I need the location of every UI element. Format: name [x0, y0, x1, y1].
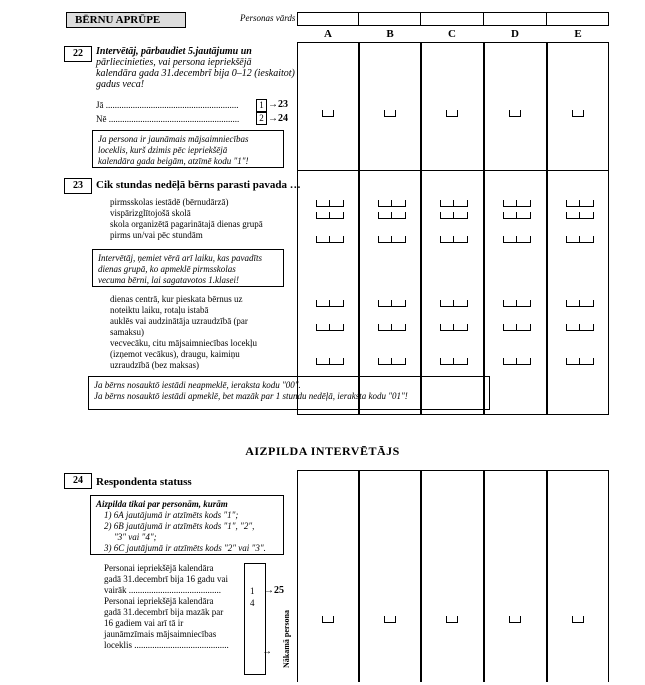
section-title-box: BĒRNU APRŪPE — [66, 12, 186, 28]
q22-checkbox-c[interactable] — [446, 110, 458, 117]
q23-item-1: pirmsskolas iestādē (bērnudārzā) — [110, 197, 229, 207]
q23-hours-box-row5-d[interactable] — [503, 324, 531, 331]
q23-hours-box-row5-b[interactable] — [378, 324, 406, 331]
q23-hours-box-row6-a[interactable] — [316, 358, 344, 365]
q22-text-4: gadus veca! — [96, 79, 145, 90]
q23-hours-box-row4-a[interactable] — [316, 300, 344, 307]
section2-title: AIZPILDA INTERVĒTĀJS — [245, 444, 400, 458]
q23-hours-box-row1-d[interactable] — [503, 200, 531, 207]
person-name-label: Personas vārds — [240, 13, 296, 23]
q23-hours-box-row1-c[interactable] — [440, 200, 468, 207]
column-header-c: C — [448, 28, 456, 40]
q23-item-10: (izņemot vecākus), draugu, kaimiņu — [110, 349, 240, 359]
q23-hours-box-row5-a[interactable] — [316, 324, 344, 331]
q22-code-no: 2 — [256, 112, 267, 125]
q23-hours-box-row4-b[interactable] — [378, 300, 406, 307]
q23-title: Cik stundas nedēļā bērns parasti pavada … — [96, 179, 301, 191]
q24-title: Respondenta statuss — [96, 476, 192, 488]
q24-checkbox-c[interactable] — [446, 616, 458, 623]
q23-hours-box-row3-e[interactable] — [566, 236, 594, 243]
q22-checkbox-e[interactable] — [572, 110, 584, 117]
q23-hours-box-row4-c[interactable] — [440, 300, 468, 307]
q23-item-4: pirms un/vai pēc stundām — [110, 230, 203, 240]
q23-hours-box-row1-a[interactable] — [316, 200, 344, 207]
q23-hours-box-row2-c[interactable] — [440, 212, 468, 219]
q24-code-2: 4 — [250, 598, 255, 608]
q24-checkbox-e[interactable] — [572, 616, 584, 623]
q23-item-6: noteiktu laiku, rotaļu istabā — [110, 305, 209, 315]
q23-hours-box-row6-e[interactable] — [566, 358, 594, 365]
q22-option-yes: Jā ........................................................... — [96, 100, 239, 110]
q24-checkbox-b[interactable] — [384, 616, 396, 623]
q23-hours-box-row2-e[interactable] — [566, 212, 594, 219]
q24-goto-2: → — [262, 646, 272, 657]
q22-number: 22 — [64, 46, 92, 62]
q24-option2-line2: gadā 31.decembrī bija mazāk par — [104, 607, 224, 617]
q23-hours-box-row1-b[interactable] — [378, 200, 406, 207]
column-header-a: A — [324, 28, 332, 40]
q23-hours-box-row3-a[interactable] — [316, 236, 344, 243]
q23-number: 23 — [64, 178, 92, 194]
q23-hours-box-row1-e[interactable] — [566, 200, 594, 207]
q22-goto-yes: →23 — [268, 99, 288, 110]
q23-hours-box-row6-b[interactable] — [378, 358, 406, 365]
q23-hours-box-row5-e[interactable] — [566, 324, 594, 331]
q23-item-7: auklēs vai audzinātāja uzraudzībā (par — [110, 316, 248, 326]
q24-note: Aizpilda tikai par personām, kurām 1) 6A jautājumā ir atzīmēts kods "1"; 2) 6B jautājumā ir atzīmēts kods "1", "2", "3" vai "4"; 3) 6C jautājumā ir atzīmēts kods "2" vai "3". — [90, 495, 284, 555]
q22-goto-no: →24 — [268, 113, 288, 124]
q23-hours-box-row2-d[interactable] — [503, 212, 531, 219]
q22-text-1: Intervētāj, pārbaudiet 5.jautājumu un — [96, 46, 252, 57]
q23-note: Intervētāj, ņemiet vērā arī laiku, kas pavadīts dienas grupā, ko apmeklē pirmsskolas vecuma bērni, lai sagatavotos 1.klasei! — [92, 249, 284, 287]
q24-option1-line2: gadā 31.decembrī bija 16 gadu vai — [104, 574, 228, 584]
q24-code-1: 1 — [250, 586, 255, 596]
q22-checkbox-b[interactable] — [384, 110, 396, 117]
q23-hours-box-row3-b[interactable] — [378, 236, 406, 243]
q23-item-2: vispārizglītojošā skolā — [110, 208, 191, 218]
person-name-row — [297, 12, 609, 26]
q23-hours-box-row2-a[interactable] — [316, 212, 344, 219]
q22-text-3: kalendāra gada 31.decembrī bija 0–12 (ieskaitot) — [96, 68, 295, 79]
q23-hours-box-row4-d[interactable] — [503, 300, 531, 307]
q24-code-frame — [244, 563, 266, 675]
q24-next-person: Nākamā persona — [282, 609, 291, 668]
q24-option2-line4: jaunāmzīmais mājsaimniecības — [104, 629, 217, 639]
q24-option2-line3: 16 gadiem vai arī tā ir — [104, 618, 184, 628]
q24-checkbox-a[interactable] — [322, 616, 334, 623]
q24-goto-1: →25 — [264, 585, 284, 596]
q23-hours-box-row6-d[interactable] — [503, 358, 531, 365]
q24-option2-line1: Personai iepriekšējā kalendāra — [104, 596, 214, 606]
answer-grid-bottom — [297, 470, 609, 682]
q24-option1-line1: Personai iepriekšējā kalendāra — [104, 563, 214, 573]
q23-item-9: vecvecāku, citu mājsaimniecības locekļu — [110, 338, 257, 348]
column-header-d: D — [511, 28, 519, 40]
q23-hours-box-row4-e[interactable] — [566, 300, 594, 307]
q23-item-3: skola organizētā pagarinātajā dienas grupā — [110, 219, 263, 229]
q23-item-11: uzraudzībā (bez maksas) — [110, 360, 199, 370]
q23-bottom-note: Ja bērns nosauktō iestādi neapmeklē, ieraksta kodu "00". Ja bērns nosauktō iestādi apmeklē, bet mazāk par 1 stundu nedēļā, ieraksta kodu "01"! — [88, 376, 490, 410]
q24-number: 24 — [64, 473, 92, 489]
q23-hours-box-row3-d[interactable] — [503, 236, 531, 243]
q23-item-8: samaksu) — [110, 327, 144, 337]
q22-code-yes: 1 — [256, 99, 267, 112]
column-header-e: E — [574, 28, 582, 40]
q23-item-5: dienas centrā, kur pieskata bērnus uz — [110, 294, 243, 304]
q23-hours-box-row6-c[interactable] — [440, 358, 468, 365]
q24-option1-line3: vairāk ......................................... — [104, 585, 221, 595]
q24-checkbox-d[interactable] — [509, 616, 521, 623]
q24-option2-line5: loceklis .......................................... — [104, 640, 229, 650]
q23-hours-box-row3-c[interactable] — [440, 236, 468, 243]
q22-checkbox-d[interactable] — [509, 110, 521, 117]
q22-note: Ja persona ir jaunāmais mājsaimniecības loceklis, kurš dzimis pēc iepriekšējā kalendāra gada beigām, atzīmē kodu "1"! — [92, 130, 284, 168]
q23-hours-box-row2-b[interactable] — [378, 212, 406, 219]
q22-option-no: Nē .......................................................... — [96, 114, 240, 124]
q23-hours-box-row5-c[interactable] — [440, 324, 468, 331]
q22-text-2: pārliecinieties, vai persona iepriekšējā — [96, 57, 252, 68]
column-header-b: B — [386, 28, 394, 40]
q22-checkbox-a[interactable] — [322, 110, 334, 117]
